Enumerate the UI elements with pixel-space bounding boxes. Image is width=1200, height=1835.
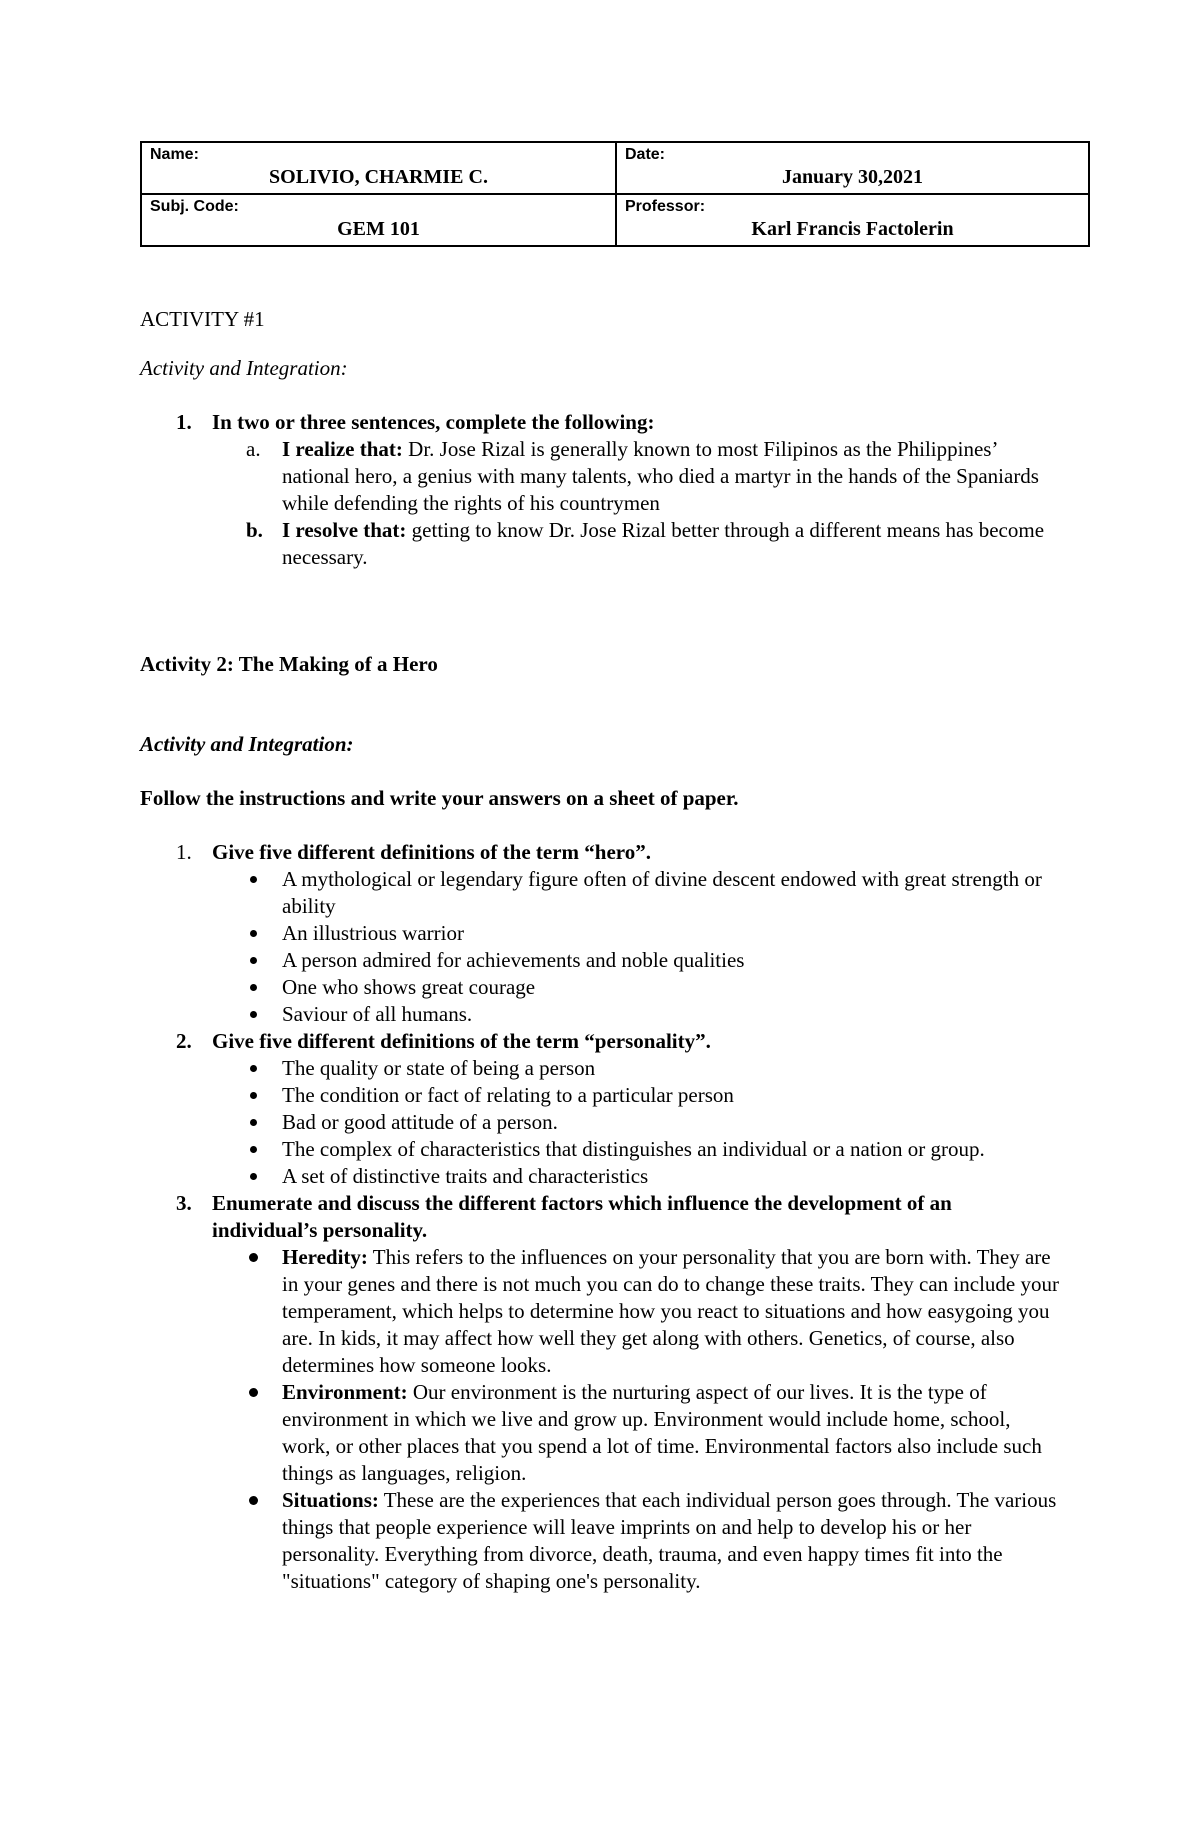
question-text: Enumerate and discuss the different factors which influence the development of an individual’s personality.	[212, 1191, 952, 1242]
student-info-table	[140, 141, 1090, 247]
activity2-title: Activity 2: The Making of a Hero	[140, 652, 438, 676]
bullet-icon	[249, 1496, 258, 1505]
answer-lead: I realize that:	[282, 437, 403, 461]
question-text: Give five different definitions of the term “personality”.	[212, 1029, 711, 1053]
date-cell	[616, 142, 1089, 194]
hero-definitions-list	[140, 866, 1060, 1028]
activity1-title: ACTIVITY #1	[140, 307, 265, 331]
personality-definitions-list	[140, 1055, 1060, 1190]
activity2-question-2	[140, 1028, 1060, 1055]
question-number: 1.	[176, 840, 192, 864]
bullet-icon	[250, 1119, 257, 1126]
bullet-icon	[250, 1146, 257, 1153]
bullet-icon	[250, 876, 257, 883]
list-item: One who shows great courage	[140, 974, 1060, 1001]
list-item: Saviour of all humans.	[140, 1001, 1060, 1028]
question-text: In two or three sentences, complete the following:	[212, 410, 655, 434]
list-item: A set of distinctive traits and characteristics	[140, 1163, 1060, 1190]
professor-label: Professor:	[625, 198, 706, 215]
list-item: The condition or fact of relating to a particular person	[140, 1082, 1060, 1109]
bullet-icon	[250, 1065, 257, 1072]
activity1-question-1	[140, 409, 1060, 436]
answer-text: Dr. Jose Rizal is generally known to most Filipinos as the Philippines’ national hero, a genius with many talents, who died a martyr in the hands of the Spaniards while defending the rights of his countrymen	[282, 437, 1039, 515]
answer-text: getting to know Dr. Jose Rizal better through a different means has become necessary.	[282, 518, 1045, 569]
date-value: January 30,2021	[781, 166, 924, 188]
list-item: The quality or state of being a person	[140, 1055, 1060, 1082]
answer-lead: I resolve that:	[282, 518, 407, 542]
bullet-icon	[249, 1253, 258, 1262]
date-label: Date:	[625, 146, 666, 163]
list-item: A person admired for achievements and noble qualities	[140, 947, 1060, 974]
subject-code-cell	[141, 194, 616, 246]
name-cell	[141, 142, 616, 194]
bullet-icon	[250, 1092, 257, 1099]
activity2-question-1	[140, 839, 1060, 866]
list-item: A mythological or legendary figure often of divine descent endowed with great strength or ability	[140, 866, 1060, 920]
list-item: Situations: These are the experiences that each individual person goes through. The various things that people experience will leave imprints on and help to develop his or her personality. Everything from divorce, death, trauma, and even happy times fit into the "situations" category of shaping one's personality.	[140, 1487, 1060, 1595]
activity2-instructions: Follow the instructions and write your answers on a sheet of paper.	[140, 786, 739, 810]
subject-code-label: Subj. Code:	[150, 198, 239, 215]
question-number: 2.	[176, 1029, 192, 1053]
question-number: 3.	[176, 1191, 192, 1215]
bullet-icon	[250, 984, 257, 991]
answer-b	[140, 517, 1060, 571]
question-number: 1.	[176, 410, 192, 434]
personality-factors-list	[140, 1244, 1060, 1595]
bullet-icon	[250, 930, 257, 937]
bullet-icon	[250, 1011, 257, 1018]
subject-code-value: GEM 101	[337, 218, 420, 240]
activity1-list	[140, 409, 1060, 571]
list-item: The complex of characteristics that distinguishes an individual or a nation or group.	[140, 1136, 1060, 1163]
list-item: Bad or good attitude of a person.	[140, 1109, 1060, 1136]
name-value: SOLIVIO, CHARMIE C.	[269, 166, 488, 188]
answer-a	[140, 436, 1060, 517]
activity2-question-3	[140, 1190, 1060, 1244]
answer-letter: b.	[246, 518, 263, 542]
professor-cell	[616, 194, 1089, 246]
bullet-icon	[249, 1388, 258, 1397]
name-label: Name:	[150, 146, 199, 163]
activity1-subtitle: Activity and Integration:	[140, 356, 348, 380]
list-item: Environment: Our environment is the nurturing aspect of our lives. It is the type of environment in which we live and grow up. Environment would include home, school, work, or other places that you spend a lot of time. Environmental factors also include such things as languages, religion.	[140, 1379, 1060, 1487]
bullet-icon	[250, 1173, 257, 1180]
activity2-list	[140, 839, 1060, 1595]
list-item: Heredity: This refers to the influences on your personality that you are born with. They are in your genes and there is not much you can do to change these traits. They can include your temperament, which helps to determine how you react to situations and how easygoing you are. In kids, it may affect how well they get along with others. Genetics, of course, also determines how someone looks.	[140, 1244, 1060, 1379]
activity2-subtitle: Activity and Integration:	[140, 732, 354, 756]
professor-value: Karl Francis Factolerin	[751, 218, 954, 240]
bullet-icon	[250, 957, 257, 964]
answer-letter: a.	[246, 437, 261, 461]
list-item: An illustrious warrior	[140, 920, 1060, 947]
question-text: Give five different definitions of the term “hero”.	[212, 840, 651, 864]
